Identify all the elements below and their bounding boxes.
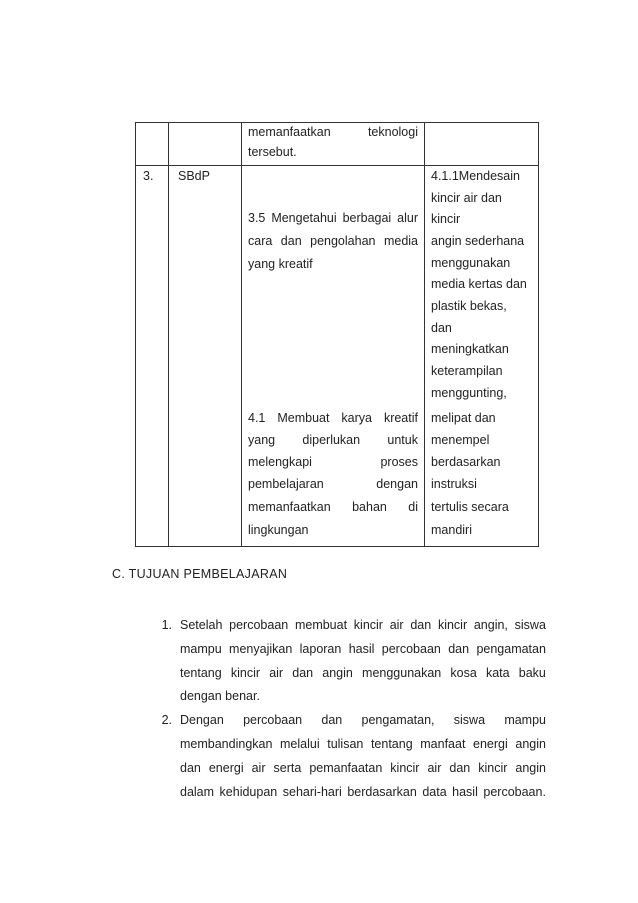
indicator-line: melipat dan xyxy=(431,411,496,425)
kd-line: lingkungan xyxy=(248,523,309,537)
indicator-line: instruksi xyxy=(431,477,477,491)
cell-text: memanfaatkan xyxy=(248,125,331,139)
objective-line: Setelah percobaan membuat kincir air dan kincir angin, siswa xyxy=(180,618,546,632)
objective-line: dalam kehidupan sehari-hari berdasarkan data hasil percobaan. xyxy=(180,785,546,799)
kd-line: melengkapi proses xyxy=(248,455,418,469)
objective-line: dengan benar. xyxy=(180,689,260,703)
indicator-line: menggunakan xyxy=(431,256,511,270)
table-col-border xyxy=(168,122,169,547)
kd-line: pembelajaran dengan xyxy=(248,477,418,491)
indicator-line: menempel xyxy=(431,433,490,447)
table-cell-continued xyxy=(248,122,418,142)
row-number: 3. xyxy=(143,169,154,183)
objective-line: dan energi air serta pemanfaatan kincir air dan kincir angin xyxy=(180,761,546,775)
objective-line: membandingkan melalui tulisan tentang manfaat energi angin xyxy=(180,737,546,751)
cell-text: tersebut. xyxy=(248,145,297,159)
indicator-line: mandiri xyxy=(431,523,472,537)
table-col-border xyxy=(135,122,136,547)
table-col-border xyxy=(424,122,425,547)
table-bottom-border xyxy=(135,546,539,547)
indicator-line: kincir air dan xyxy=(431,191,502,205)
table-col-border xyxy=(538,122,539,547)
objective-number: 1. xyxy=(161,618,172,632)
kd-line: cara dan pengolahan media xyxy=(248,234,418,248)
subject-cell: SBdP xyxy=(178,169,210,183)
kd-line: 4.1 Membuat karya kreatif xyxy=(248,411,418,425)
indicator-line: menggunting, xyxy=(431,386,507,400)
indicator-line: tertulis secara xyxy=(431,500,509,514)
objective-line: Dengan percobaan dan pengamatan, siswa mampu xyxy=(180,713,546,727)
kd-line: 3.5 Mengetahui berbagai alur xyxy=(248,211,418,225)
cell-text: teknologi xyxy=(367,125,418,139)
indicator-line: keterampilan xyxy=(431,364,503,378)
competency-table xyxy=(135,122,539,547)
indicator-line: plastik bekas, xyxy=(431,299,507,313)
indicator-line: dan xyxy=(431,321,452,335)
indicator-line: angin sederhana xyxy=(431,234,525,248)
section-heading: C. TUJUAN PEMBELAJARAN xyxy=(112,567,288,581)
kd-line: memanfaatkan bahan di xyxy=(248,500,418,514)
indicator-line: 4.1.1Mendesain xyxy=(431,169,520,183)
indicator-line: meningkatkan xyxy=(431,342,509,356)
objective-number: 2. xyxy=(161,713,172,727)
indicator-line: berdasarkan xyxy=(431,455,501,469)
table-col-border xyxy=(241,122,242,547)
objective-line: tentang kincir air dan angin menggunakan kosa kata baku xyxy=(180,666,546,680)
objective-line: mampu menyajikan laporan hasil percobaan dan pengamatan xyxy=(180,642,546,656)
indicator-line: kincir xyxy=(431,212,461,226)
kd-line: yang kreatif xyxy=(248,257,313,271)
indicator-line: media kertas dan xyxy=(431,277,527,291)
kd-line: yang diperlukan untuk xyxy=(248,433,418,447)
